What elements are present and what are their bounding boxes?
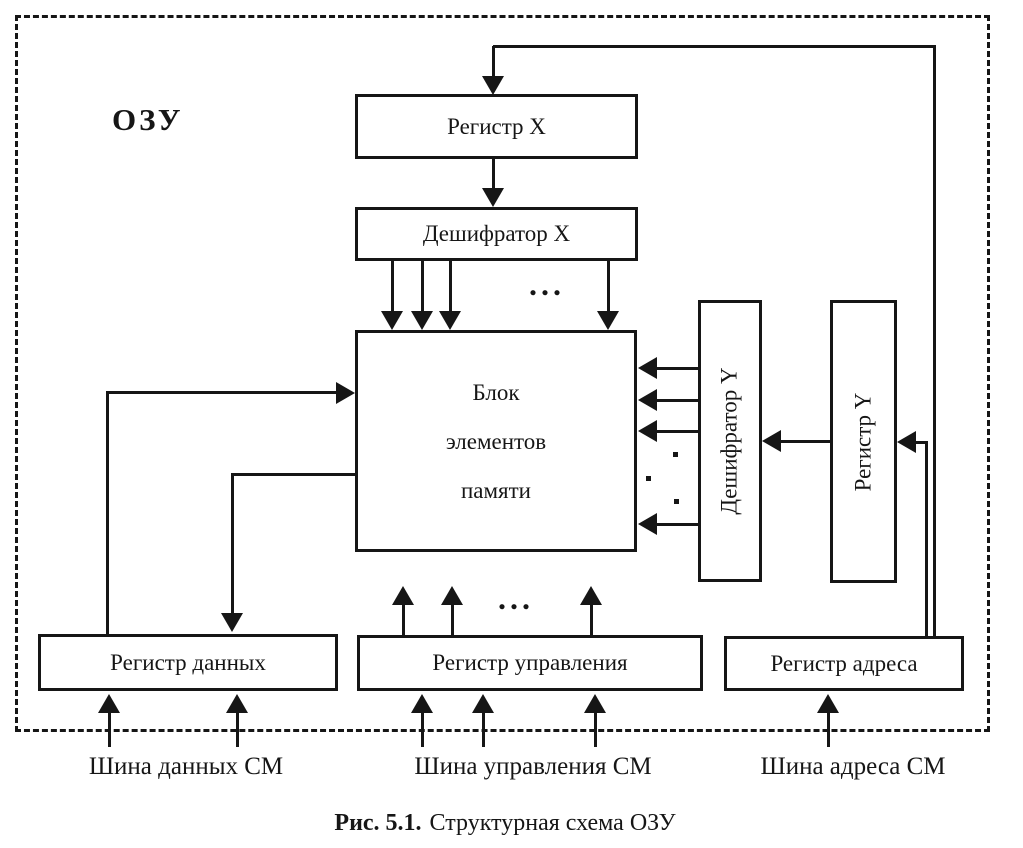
control-bus-label: Шина управления СМ	[414, 753, 652, 780]
bus-arrow-line-data-2	[236, 710, 239, 747]
bus-arrow-line-ctrl-3	[594, 710, 597, 747]
arrowhead-decx-mem-3	[439, 311, 461, 330]
arrow-line-ctrl-up-1	[402, 602, 405, 636]
arrow-line-decx-mem-4	[607, 261, 610, 314]
decoder-x-label: Дешифратор X	[422, 221, 571, 246]
arrow-line-decx-mem-1	[391, 261, 394, 314]
read-path-line-vertical	[231, 473, 234, 616]
arrow-line-ctrl-up-3	[590, 602, 593, 636]
arrow-line-decx-mem-2	[421, 261, 424, 314]
arrowhead-into-register-y	[897, 431, 916, 453]
figure-number: Рис. 5.1.	[334, 810, 422, 836]
arrow-line-into-register-x	[492, 46, 495, 79]
register-y-label: Регистр Y	[850, 392, 876, 491]
arrowhead-decy-mem-4	[638, 513, 657, 535]
arrowhead-decy-mem-2	[638, 389, 657, 411]
arrowhead-into-register-x	[482, 76, 504, 95]
data-register-label: Регистр данных	[110, 649, 266, 675]
arrow-line-decy-mem-3	[657, 430, 698, 433]
memory-elements-block-box	[355, 330, 637, 552]
top-feedback-line-vertical	[933, 45, 936, 636]
decoder-y-label: Дешифратор Y	[717, 367, 743, 515]
arrowhead-into-memory-block	[336, 382, 355, 404]
addr-to-regy-line-vertical	[925, 441, 928, 636]
arrowhead-regx-to-decx	[482, 188, 504, 207]
write-path-line-horizontal	[106, 391, 338, 394]
bus-arrow-line-ctrl-2	[482, 710, 485, 747]
bus-arrow-line-data-1	[108, 710, 111, 747]
bus-arrowhead-ctrl-2	[472, 694, 494, 713]
arrow-line-decy-mem-1	[657, 367, 698, 370]
address-bus-label: Шина адреса СМ	[760, 753, 946, 780]
arrow-line-decx-mem-3	[449, 261, 452, 314]
ellipsis-ctrl-mem: ...	[498, 580, 534, 616]
arrowhead-ctrl-up-3	[580, 586, 602, 605]
arrowhead-decx-mem-1	[381, 311, 403, 330]
arrowhead-decx-mem-2	[411, 311, 433, 330]
arrow-line-regx-to-decx	[492, 159, 495, 191]
arrowhead-decx-mem-4	[597, 311, 619, 330]
bus-arrow-line-addr-1	[827, 710, 830, 747]
arrowhead-ctrl-up-2	[441, 586, 463, 605]
bus-arrow-line-ctrl-1	[421, 710, 424, 747]
arrowhead-ctrl-up-1	[392, 586, 414, 605]
decoder-x-box	[355, 207, 638, 261]
data-register-box	[38, 634, 338, 691]
top-feedback-line-horizontal	[493, 45, 936, 48]
control-register-label: Регистр управления	[432, 650, 628, 675]
read-path-line-horizontal	[232, 473, 355, 476]
arrow-line-decy-mem-4	[657, 523, 698, 526]
bus-arrowhead-addr-1	[817, 694, 839, 713]
arrow-line-regy-to-decy	[780, 440, 830, 443]
bus-arrowhead-data-2	[226, 694, 248, 713]
decoder-y-box	[698, 300, 762, 582]
arrowhead-decy-mem-3	[638, 420, 657, 442]
data-bus-label: Шина данных СМ	[88, 753, 284, 780]
register-y-box	[830, 300, 897, 583]
figure-title: Структурная схема ОЗУ	[429, 810, 676, 836]
arrowhead-into-data-register	[221, 613, 243, 632]
arrow-line-decy-mem-2	[657, 399, 698, 402]
address-register-label: Регистр адреса	[770, 650, 918, 676]
bus-arrowhead-ctrl-1	[411, 694, 433, 713]
vertical-ellipsis-dot	[674, 499, 679, 504]
arrow-line-ctrl-up-2	[451, 602, 454, 636]
ram-title-label: ОЗУ	[112, 102, 184, 137]
vertical-ellipsis-dot	[673, 452, 678, 457]
control-register-box	[357, 635, 703, 691]
arrowhead-decy-mem-1	[638, 357, 657, 379]
ellipsis-decx-mem: ...	[529, 266, 565, 302]
bus-arrowhead-data-1	[98, 694, 120, 713]
vertical-ellipsis-dot	[646, 476, 651, 481]
memory-elements-block-label: Блок элементов памяти	[445, 379, 547, 503]
register-x-box	[355, 94, 638, 159]
arrowhead-regy-to-decy	[762, 430, 781, 452]
figure-caption	[230, 810, 780, 837]
address-register-box	[724, 636, 964, 691]
register-x-label: Регистр X	[447, 113, 546, 139]
bus-arrowhead-ctrl-3	[584, 694, 606, 713]
write-path-line-vertical	[106, 392, 109, 634]
